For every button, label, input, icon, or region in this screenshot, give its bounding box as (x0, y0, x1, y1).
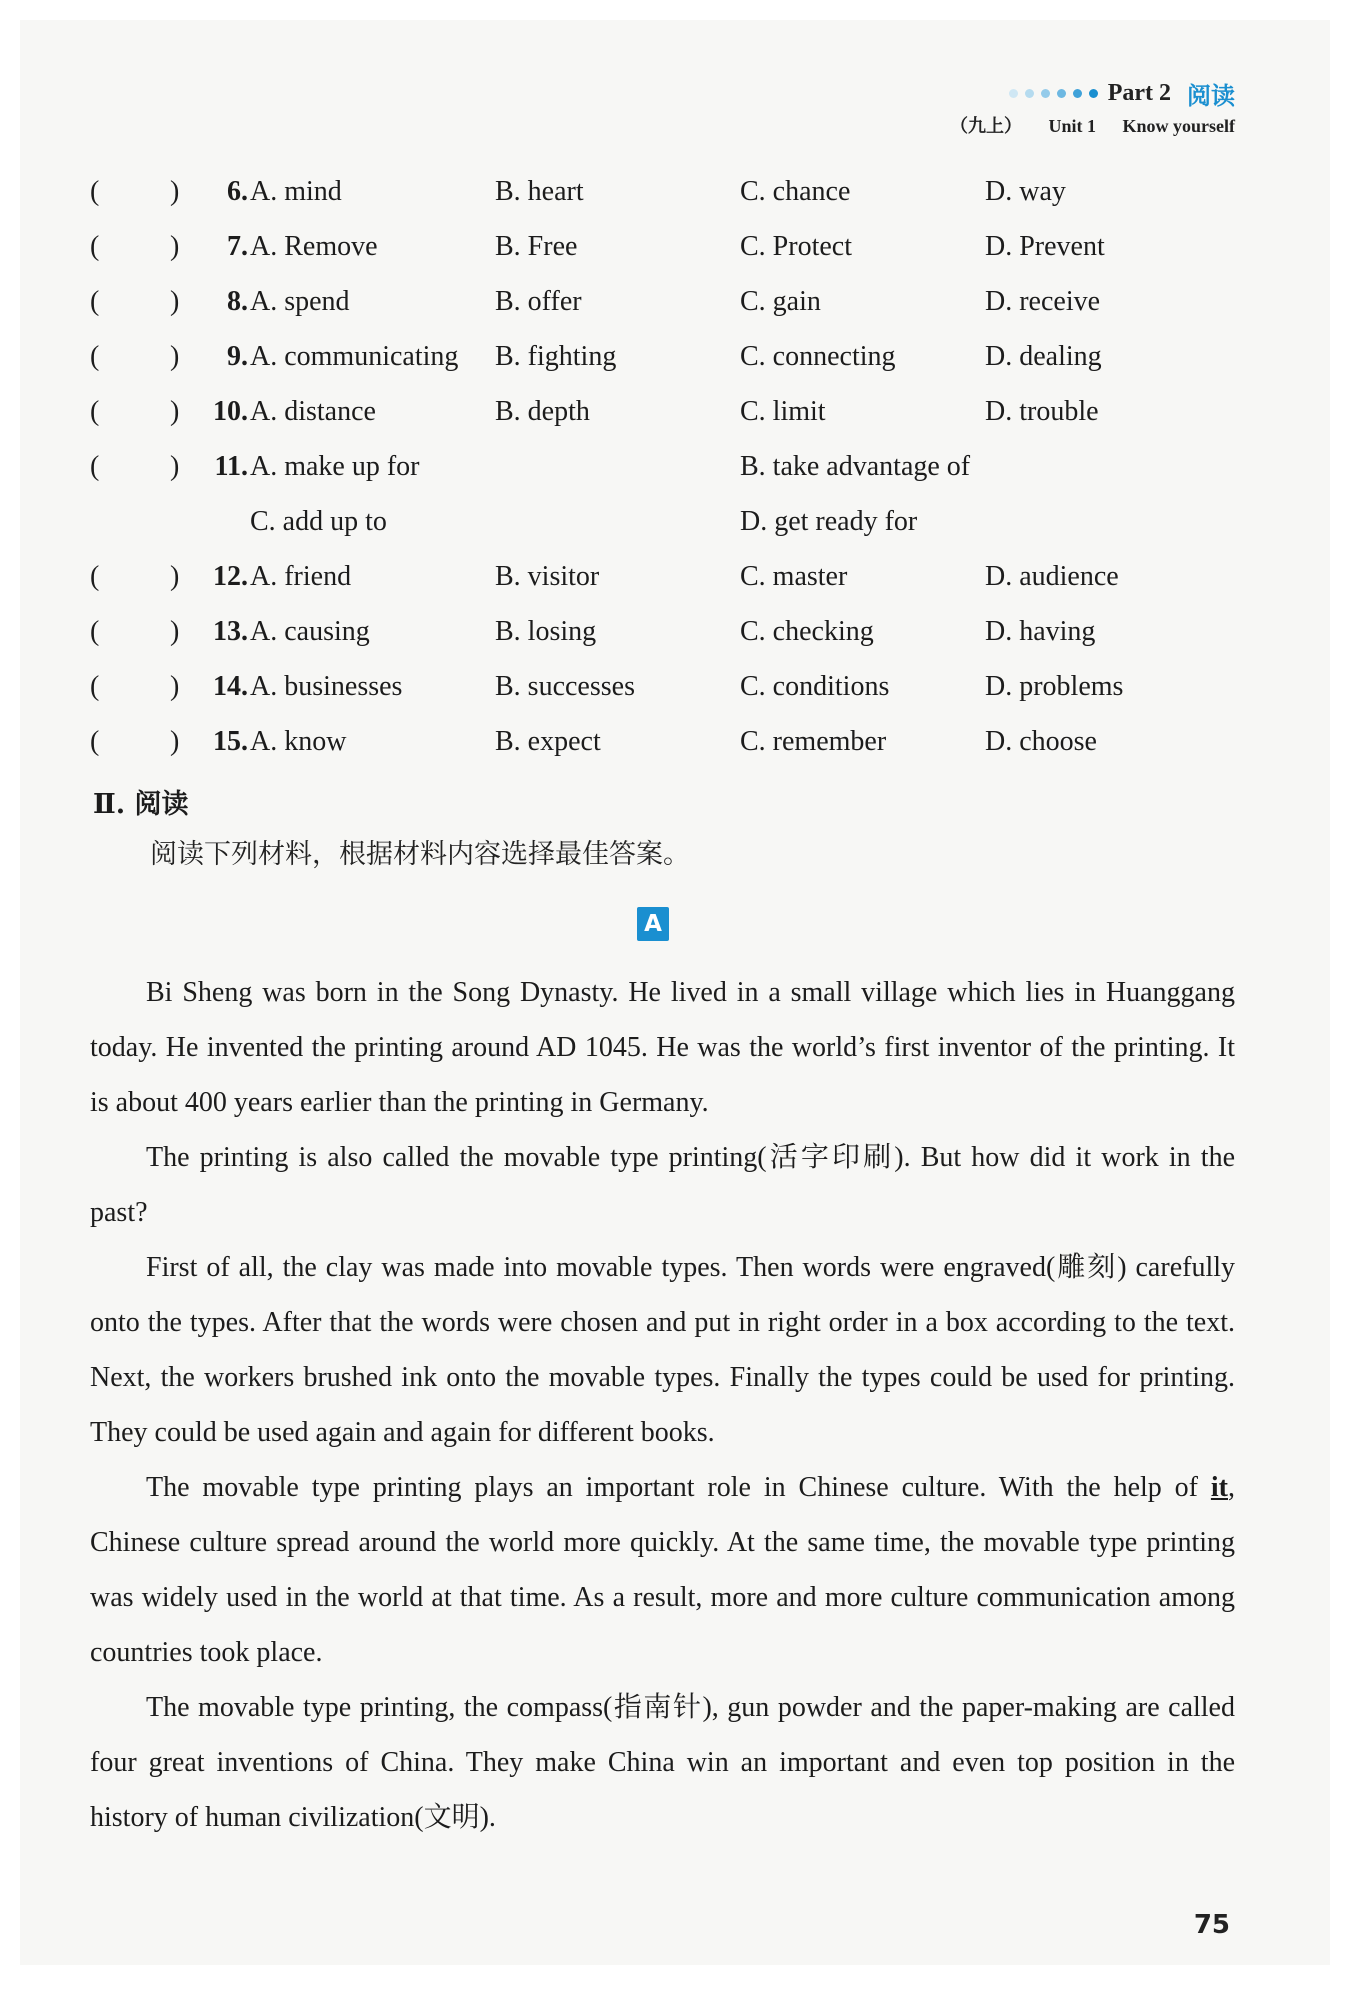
dot-icon (1057, 89, 1066, 98)
option-c: C. limit (740, 396, 826, 427)
question-number: 12. (213, 561, 248, 592)
question-number: 11. (214, 451, 248, 482)
unit-title: Know yourself (1122, 116, 1235, 136)
option-a: A. businesses (250, 671, 403, 702)
option-a: A. make up for (250, 451, 420, 482)
answer-open-paren: ( (90, 671, 100, 702)
option-d: D. Prevent (985, 231, 1105, 262)
paragraph-4 (90, 1460, 1235, 1680)
grade-label: （九上） (949, 116, 1022, 136)
dot-icon (1041, 89, 1050, 98)
dot-icon (1089, 89, 1098, 98)
option-b: B. losing (495, 616, 597, 647)
option-a: A. spend (250, 286, 350, 317)
option-d: D. dealing (985, 341, 1102, 372)
question-row (20, 665, 1330, 720)
option-d: D. trouble (985, 396, 1099, 427)
option-a: C. add up to (250, 506, 387, 537)
option-d: D. audience (985, 561, 1119, 592)
page-number: 75 (1193, 1910, 1230, 1940)
question-number: 10. (213, 396, 248, 427)
question-number: 6. (227, 176, 248, 207)
option-a: A. distance (250, 396, 376, 427)
answer-open-paren: ( (90, 726, 100, 757)
dot-icon (1009, 89, 1018, 98)
option-b: B. Free (495, 231, 578, 262)
option-d: D. problems (985, 671, 1124, 702)
option-b: B. visitor (495, 561, 600, 592)
answer-close-paren: ) (170, 616, 180, 647)
option-a: A. Remove (250, 231, 378, 262)
question-row (20, 610, 1330, 665)
answer-close-paren: ) (170, 341, 180, 372)
option-b: B. offer (495, 286, 582, 317)
question-number: 14. (213, 671, 248, 702)
dot-icon (1025, 89, 1034, 98)
option-c: B. take advantage of (740, 451, 971, 482)
answer-open-paren: ( (90, 176, 100, 207)
unit-label: Unit 1 (1048, 116, 1096, 136)
question-number: 15. (213, 726, 248, 757)
option-c: C. chance (740, 176, 851, 207)
passage-badge: A (637, 907, 669, 941)
question-number: 7. (227, 231, 248, 262)
question-row (20, 500, 1330, 555)
question-number: 13. (213, 616, 248, 647)
option-c: C. Protect (740, 231, 852, 262)
answer-open-paren: ( (90, 561, 100, 592)
option-a: A. know (250, 726, 347, 757)
question-row (20, 390, 1330, 445)
unit-subheader (950, 112, 1235, 138)
answer-close-paren: ) (170, 451, 180, 482)
section-label: 阅读 (1187, 82, 1235, 110)
answer-close-paren: ) (170, 231, 180, 262)
page-header (1009, 76, 1235, 111)
option-d: D. receive (985, 286, 1101, 317)
question-row (20, 170, 1330, 225)
answer-close-paren: ) (170, 726, 180, 757)
answer-close-paren: ) (170, 671, 180, 702)
paragraph-5: The movable type printing, the compass(指南针), gun powder and the paper-making are called four great inventions of China. They make China win an important and even top position in the history of human civilization(文明). (90, 1692, 1235, 1833)
question-row (20, 335, 1330, 390)
option-b: B. successes (495, 671, 635, 702)
option-c: C. remember (740, 726, 887, 757)
question-row (20, 555, 1330, 610)
cloze-options (20, 170, 1330, 775)
reading-passage (90, 965, 1235, 1845)
part-label: Part 2 (1107, 80, 1171, 106)
question-number: 8. (227, 286, 248, 317)
section-instruction: 阅读下列材料，根据材料内容选择最佳答案。 (150, 839, 690, 870)
answer-close-paren: ) (170, 561, 180, 592)
decorative-dots (1009, 89, 1098, 98)
paragraph-4-part-2: , Chinese culture spread around the world more quickly. At the same time, the movable type printing was widely used in the world at that time. As a result, more and more culture communication among countries took place. (90, 1472, 1235, 1668)
answer-close-paren: ) (170, 396, 180, 427)
option-d: D. having (985, 616, 1096, 647)
section-title: Ⅱ. 阅读 (93, 789, 189, 820)
question-number: 9. (227, 341, 248, 372)
option-d: D. way (985, 176, 1066, 207)
option-c: C. gain (740, 286, 821, 317)
answer-open-paren: ( (90, 341, 100, 372)
option-b: B. heart (495, 176, 584, 207)
option-c: C. checking (740, 616, 874, 647)
answer-open-paren: ( (90, 286, 100, 317)
underlined-word: it (1210, 1472, 1228, 1503)
paragraph-2: The printing is also called the movable type printing(活字印刷). But how did it work in the past? (90, 1142, 1235, 1228)
option-b: B. depth (495, 396, 590, 427)
answer-open-paren: ( (90, 231, 100, 262)
paragraph-1: Bi Sheng was born in the Song Dynasty. He lived in a small village which lies in Huanggang today. He invented the printing around AD 1045. He was the world’s first inventor of the printing. It is about 400 years earlier than the printing in Germany. (90, 977, 1235, 1118)
question-row (20, 225, 1330, 280)
question-row (20, 445, 1330, 500)
option-d: D. choose (985, 726, 1097, 757)
answer-open-paren: ( (90, 616, 100, 647)
option-c: C. conditions (740, 671, 890, 702)
option-c: D. get ready for (740, 506, 918, 537)
answer-open-paren: ( (90, 451, 100, 482)
option-b: B. expect (495, 726, 601, 757)
option-a: A. mind (250, 176, 342, 207)
option-a: A. friend (250, 561, 352, 592)
option-c: C. master (740, 561, 848, 592)
answer-close-paren: ) (170, 286, 180, 317)
answer-close-paren: ) (170, 176, 180, 207)
option-c: C. connecting (740, 341, 896, 372)
paragraph-3: First of all, the clay was made into movable types. Then words were engraved(雕刻) carefully onto the types. After that the words were chosen and put in right order in a box according to the text. Next, the workers brushed ink onto the movable types. Finally the types could be used for printing. They could be used again and again for different books. (90, 1252, 1235, 1448)
answer-open-paren: ( (90, 396, 100, 427)
option-b: B. fighting (495, 341, 617, 372)
workbook-page (20, 20, 1330, 1965)
paragraph-4-part-1: The movable type printing plays an important role in Chinese culture. With the help of (146, 1472, 1211, 1503)
question-row (20, 280, 1330, 335)
option-a: A. communicating (250, 341, 459, 372)
dot-icon (1073, 89, 1082, 98)
question-row (20, 720, 1330, 775)
option-a: A. causing (250, 616, 370, 647)
